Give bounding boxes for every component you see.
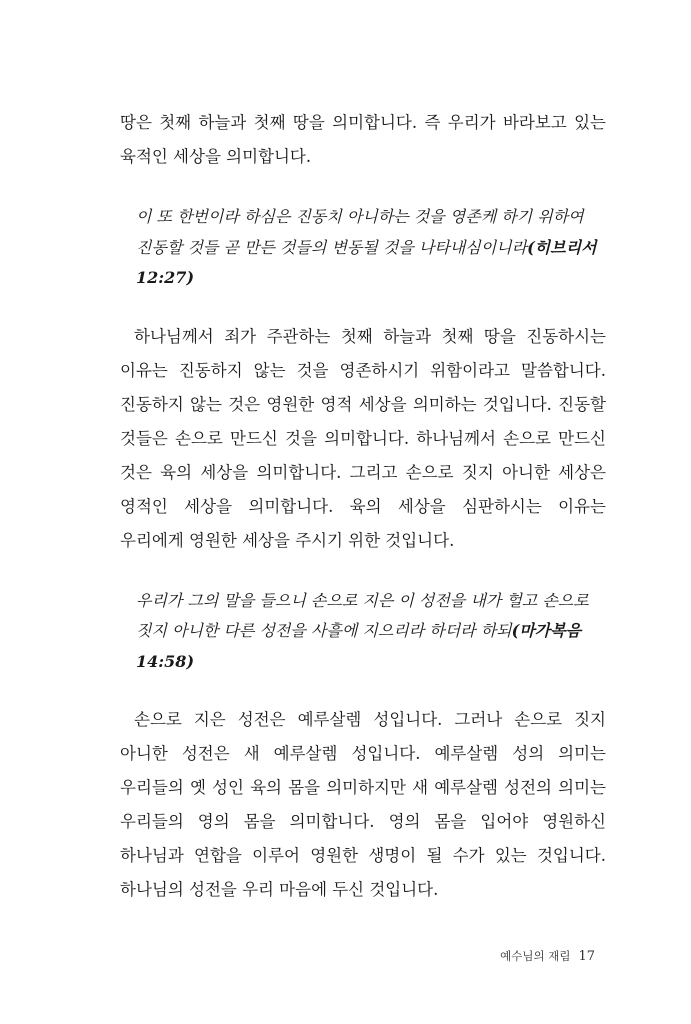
quote-text: 이 또 한번이라 하심은 진동치 아니하는 것을 영존케 하기 위하여 진동할 것들 곧 만든 것들의 변동될 것을 나타내심이니라 (136, 207, 584, 257)
paragraph-1: 땅은 첫째 하늘과 첫째 땅을 의미합니다. 즉 우리가 바라보고 있는 육적인 세상을 의미합니다. (120, 113, 606, 166)
page-number: 17 (578, 949, 595, 964)
page-footer (500, 948, 595, 964)
scripture-quote-1 (136, 202, 606, 294)
paragraph-3: 손으로 지은 성전은 예루살렘 성입니다. 그러나 손으로 짓지 아니한 성전은 새 예루살렘 성입니다. 예루살렘 성의 의미는 우리들의 옛 성인 육의 몸을 의미하지만 새 예루살렘 성전의 의미는 우리들의 영의 몸을 의미합니다. 영의 몸을 입어야 영원하신 하나님과 연합을 이루어 영원한 생명이 될 수가 있는 것입니다. 하나님의 성전을 우리 마음에 두신 것입니다. (120, 710, 606, 899)
running-title: 예수님의 재림 (500, 949, 571, 963)
quote-reference: (마가복음 14:58) (136, 621, 582, 671)
quote-reference: (히브리서 12:27) (136, 237, 597, 287)
page-body (120, 106, 606, 907)
quote-text: 우리가 그의 말을 들으니 손으로 지은 이 성전을 내가 헐고 손으로 짓지 아니한 다른 성전을 사흘에 지으리라 하더라 하되 (136, 590, 589, 640)
scripture-quote-2 (136, 586, 606, 678)
paragraph-2: 하나님께서 죄가 주관하는 첫째 하늘과 첫째 땅을 진동하시는 이유는 진동하지 않는 것을 영존하시기 위함이라고 말씀합니다. 진동하지 않는 것은 영원한 영적 세상을 의미하는 것입니다. 진동할 것들은 손으로 만드신 것을 의미합니다. 하나님께서 손으로 만드신 것은 육의 세상을 의미합니다. 그리고 손으로 짓지 아니한 세상은 영적인 세상을 의미합니다. 육의 세상을 심판하시는 이유는 우리에게 영원한 세상을 주시기 위한 것입니다. (120, 326, 606, 550)
